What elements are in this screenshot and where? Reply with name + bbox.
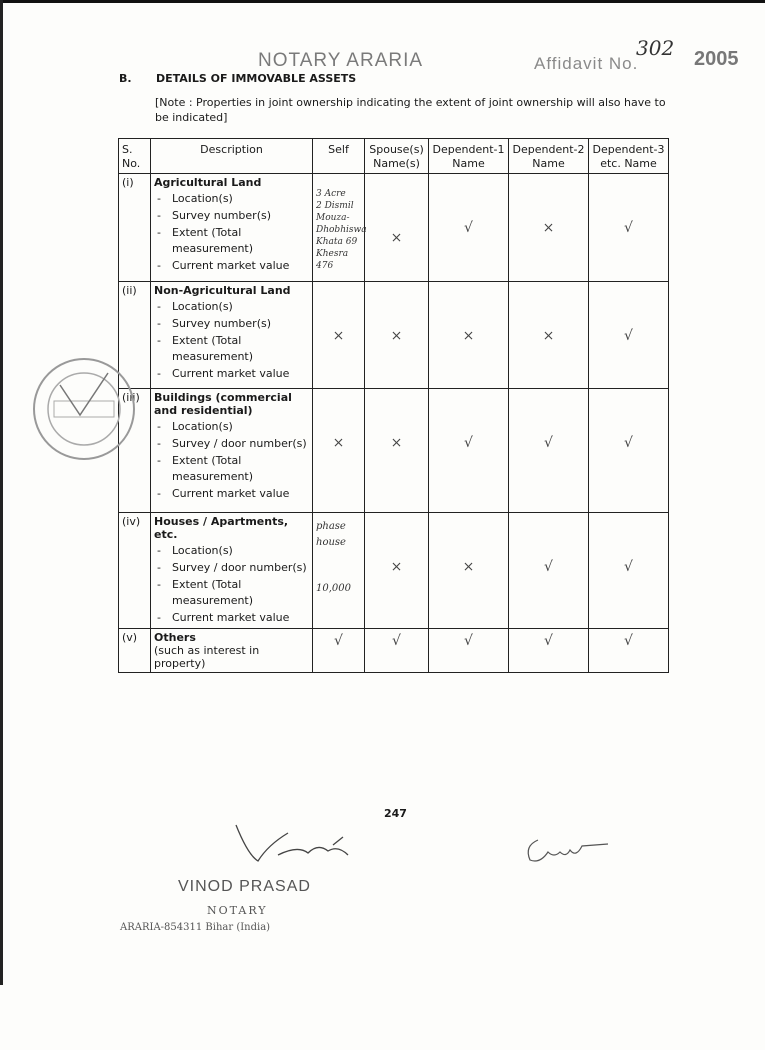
spouse-cell: [365, 389, 429, 513]
spouse-cell: [365, 629, 429, 673]
dependent-3-cell: [589, 389, 669, 513]
dependent-2-cell: [509, 513, 589, 629]
dependent-2-cell: [509, 174, 589, 282]
handwritten-text: [316, 551, 361, 581]
header-dependent-2: Dependent-2 Name: [509, 139, 589, 174]
tick-mark: √: [624, 328, 633, 344]
tick-mark: √: [544, 633, 553, 649]
table-row: [119, 174, 669, 282]
list-item: - Extent (Total measurement): [154, 333, 309, 365]
dependent-3-cell: [589, 282, 669, 389]
affidavit-number: 302: [636, 36, 675, 60]
self-cell: [313, 389, 365, 513]
section-title: DETAILS OF IMMOVABLE ASSETS: [156, 72, 357, 85]
dependent-2-cell: [509, 389, 589, 513]
dependent-1-cell: [429, 389, 509, 513]
header-spouse: Spouse(s) Name(s): [365, 139, 429, 174]
dependent-1-cell: [429, 629, 509, 673]
section-note: [Note : Properties in joint ownership indicating the extent of joint ownership will also have to be indicated]: [155, 96, 666, 124]
tick-mark: √: [624, 435, 633, 451]
notary-stamp-text: NOTARY ARARIA: [258, 50, 424, 71]
tick-mark: √: [334, 633, 343, 649]
row-subtitle: (such as interest in property): [154, 644, 260, 670]
list-item: - Extent (Total measurement): [154, 453, 309, 485]
list-item: - Survey / door number(s): [154, 560, 309, 576]
self-cell: [313, 513, 365, 629]
notary-address: ARARIA-854311 Bihar (India): [120, 922, 271, 933]
row-title: Houses / Apartments, etc.: [154, 515, 289, 541]
list-item: - Extent (Total measurement): [154, 577, 309, 609]
row-description: [151, 513, 313, 629]
handwritten-text: house: [316, 537, 346, 548]
tick-mark: √: [464, 220, 473, 236]
dependent-3-cell: [589, 513, 669, 629]
list-item: - Location(s): [154, 543, 309, 559]
list-item: - Survey / door number(s): [154, 436, 309, 452]
scan-edge-left: [0, 0, 3, 985]
tick-mark: √: [544, 435, 553, 451]
dependent-1-cell: [429, 174, 509, 282]
tick-mark: √: [624, 633, 633, 649]
self-cell: [313, 282, 365, 389]
tick-mark: √: [464, 435, 473, 451]
list-item: - Location(s): [154, 299, 309, 315]
row-sno: (iii): [119, 389, 151, 513]
list-item: - Current market value: [154, 258, 309, 274]
cross-mark: ×: [462, 559, 475, 575]
header-dependent-3: Dependent-3 etc. Name: [589, 139, 669, 174]
cross-mark: ×: [390, 230, 403, 246]
affidavit-year: 2005: [694, 48, 739, 70]
handwritten-text: 2 Dismil: [316, 201, 354, 211]
list-item: - Survey number(s): [154, 316, 309, 332]
dependent-2-cell: [509, 282, 589, 389]
dependent-1-cell: [429, 513, 509, 629]
row-description: [151, 282, 313, 389]
handwritten-text: 10,000: [316, 583, 351, 594]
self-cell: [313, 629, 365, 673]
dependent-1-cell: [429, 282, 509, 389]
list-item: - Current market value: [154, 366, 309, 382]
row-description: [151, 174, 313, 282]
signature-notary-icon: [228, 815, 368, 875]
handwritten-text: Mouza-Dhobhiswa: [316, 213, 367, 235]
list-item: - Extent (Total measurement): [154, 225, 309, 257]
tick-mark: √: [624, 559, 633, 575]
row-sno: (ii): [119, 282, 151, 389]
table-row: [119, 513, 669, 629]
cross-mark: ×: [390, 559, 403, 575]
dependent-3-cell: [589, 629, 669, 673]
row-title: Buildings (commercial and residential): [154, 391, 292, 417]
notary-title: NOTARY: [207, 904, 268, 917]
row-description: [151, 629, 313, 673]
handwritten-text: phase: [316, 521, 346, 532]
page-number: 247: [384, 807, 407, 820]
dependent-2-cell: [509, 629, 589, 673]
row-sno: (v): [119, 629, 151, 673]
header-sno: S. No.: [119, 139, 151, 174]
cross-mark: ×: [332, 328, 345, 344]
row-description: [151, 389, 313, 513]
row-title: Agricultural Land: [154, 176, 262, 189]
handwritten-text: 3 Acre: [316, 189, 346, 199]
notary-name: VINOD PRASAD: [178, 878, 311, 895]
row-title: Non-Agricultural Land: [154, 284, 291, 297]
row-sno: (i): [119, 174, 151, 282]
spouse-cell: [365, 174, 429, 282]
list-item: - Location(s): [154, 191, 309, 207]
header-dependent-1: Dependent-1 Name: [429, 139, 509, 174]
scan-edge-top: [0, 0, 765, 3]
cross-mark: ×: [542, 220, 555, 236]
table-row: [119, 282, 669, 389]
header-self: Self: [313, 139, 365, 174]
self-cell: [313, 174, 365, 282]
cross-mark: ×: [390, 435, 403, 451]
row-title: Others: [154, 631, 196, 644]
tick-mark: √: [464, 633, 473, 649]
table-row: [119, 629, 669, 673]
section-letter: B.: [119, 72, 132, 85]
handwritten-text: Khesra 476: [316, 249, 349, 271]
assets-table: [118, 138, 669, 673]
table-row: [119, 389, 669, 513]
tick-mark: √: [624, 220, 633, 236]
handwritten-text: Khata 69: [316, 237, 358, 247]
cross-mark: ×: [332, 435, 345, 451]
spouse-cell: [365, 282, 429, 389]
list-item: - Current market value: [154, 486, 309, 502]
spouse-cell: [365, 513, 429, 629]
cross-mark: ×: [542, 328, 555, 344]
list-item: - Location(s): [154, 419, 309, 435]
list-item: - Current market value: [154, 610, 309, 626]
list-item: - Survey number(s): [154, 208, 309, 224]
affidavit-label: Affidavit No.: [534, 54, 639, 73]
header-description: Description: [151, 139, 313, 174]
cross-mark: ×: [390, 328, 403, 344]
dependent-3-cell: [589, 174, 669, 282]
table-header-row: [119, 139, 669, 174]
signature-deponent-icon: [520, 828, 610, 868]
cross-mark: ×: [462, 328, 475, 344]
tick-mark: √: [392, 633, 401, 649]
tick-mark: √: [544, 559, 553, 575]
row-sno: (iv): [119, 513, 151, 629]
notary-seal-icon: [30, 355, 138, 463]
